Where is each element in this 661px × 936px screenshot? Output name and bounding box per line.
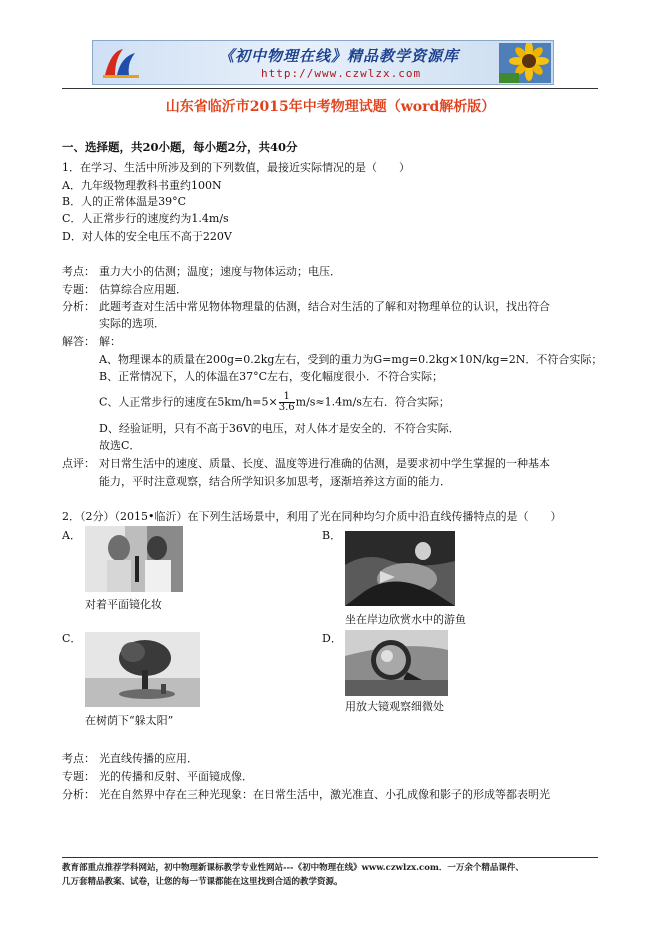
tree-shade-photo-icon [85, 632, 200, 707]
footer-line-1: 教育部重点推荐学科网站，初中物理新课标教学专业性网站---《初中物理在线》www.czwlzx.com．一万余个精品课件、 [62, 863, 524, 873]
banner-title: 《初中物理在线》精品教学资源库 [219, 47, 460, 65]
sunflower-icon [499, 43, 551, 83]
q1-fenxi-2: 实际的选项． [99, 317, 165, 330]
q2-zhuanti-label: 专题： [62, 770, 95, 783]
footer-line-2: 几万套精品教案、试卷，让您的每一节课都能在这里找到合适的教学资源。 [62, 877, 343, 887]
q2-option-c-photo [85, 632, 200, 707]
footer-rule [62, 857, 598, 858]
fraction-denominator: 3.6 [278, 402, 295, 413]
q2-option-d-letter: D． [322, 632, 342, 645]
q2-fenxi-label: 分析： [62, 788, 95, 801]
q2-option-c-letter: C． [62, 632, 82, 645]
header-banner [92, 40, 554, 85]
mirror-makeup-photo-icon [85, 526, 183, 592]
q1-solution-b: B、正常情况下，人的体温在37°C左右，变化幅度很小．不符合实际； [99, 370, 443, 383]
site-logo-icon [101, 45, 141, 81]
q1-fenxi-1: 此题考查对生活中常见物体物理量的估测，结合对生活的了解和对物理单位的认识，找出符合 [99, 300, 550, 313]
q2-option-d-caption: 用放大镜观察细微处 [345, 700, 444, 713]
q1-solution-c-post: m/s≈1.4m/s左右．符合实际； [295, 395, 450, 409]
q1-zhuanti: 估算综合应用题． [99, 283, 187, 296]
q2-option-a-letter: A． [62, 529, 81, 542]
q2-option-a-caption: 对着平面镜化妆 [85, 598, 162, 611]
q1-solution-c [99, 392, 450, 413]
q2-zhuanti: 光的传播和反射、平面镜成像． [99, 770, 253, 783]
q2-option-b-photo [345, 531, 455, 606]
q1-jieda-head: 解： [99, 335, 121, 348]
q2-kaodian: 光直线传播的应用． [99, 752, 198, 765]
q1-solution-d: D、经验证明，只有不高于36V的电压，对人体才是安全的．不符合实际． [99, 422, 460, 435]
q1-dianping-2: 能力，平时注意观察，结合所学知识多加思考，逐渐培养这方面的能力． [99, 475, 451, 488]
magnifier-photo-icon [345, 630, 448, 696]
q1-zhuanti-label: 专题： [62, 283, 95, 296]
q1-stem: 1．在学习、生活中所涉及到的下列数值，最接近实际情况的是（ ） [62, 161, 410, 174]
q2-option-b-letter: B． [322, 529, 342, 542]
q1-fenxi-label: 分析： [62, 300, 95, 313]
fraction-numerator: 1 [279, 392, 295, 403]
q2-option-b-caption: 坐在岸边欣赏水中的游鱼 [345, 613, 466, 626]
q1-kaodian: 重力大小的估测；温度；速度与物体运动；电压． [99, 265, 341, 278]
q1-jieda-label: 解答： [62, 335, 95, 348]
footer [62, 861, 602, 889]
q2-stem: 2．（2分）（2015•临沂）在下列生活场景中，利用了光在同种均匀介质中沿直线传播特点的是（ ） [62, 510, 562, 523]
document-title: 山东省临沂市2015年中考物理试题（word解析版） [165, 99, 496, 115]
q2-option-a-photo [85, 526, 183, 592]
q1-solution-c-pre: C、人正常步行的速度在5km/h=5× [99, 395, 278, 409]
section-heading: 一、选择题，共20小题，每小题2分，共40分 [62, 140, 298, 154]
q1-option-b: B．人的正常体温是39°C [62, 195, 186, 208]
q1-dianping-1: 对日常生活中的速度、质量、长度、温度等进行准确的估测，是要求初中学生掌握的一种基本 [99, 457, 550, 470]
banner-url: http://www.czwlzx.com [261, 67, 422, 80]
q2-option-d-photo [345, 630, 448, 696]
q1-kaodian-label: 考点： [62, 265, 95, 278]
fish-watching-photo-icon [345, 531, 455, 606]
q1-option-d: D．对人体的安全电压不高于220V [62, 230, 232, 243]
q1-option-a: A．九年级物理教科书重约100N [62, 179, 222, 192]
q1-option-c: C．人正常步行的速度约为1.4m/s [62, 212, 229, 225]
q1-dianping-label: 点评： [62, 457, 95, 470]
q2-kaodian-label: 考点： [62, 752, 95, 765]
header-rule [62, 88, 598, 89]
fraction [279, 392, 295, 413]
q1-solution-a: A、物理课本的质量在200g=0.2kg左右，受到的重力为G=mg=0.2kg×10N/kg=2N．不符合实际； [99, 353, 603, 366]
q2-option-c-caption: 在树荫下“躲太阳” [85, 714, 174, 727]
q2-fenxi-1: 光在自然界中存在三种光现象：在日常生活中，激光准直、小孔成像和影子的形成等都表明光 [99, 788, 550, 801]
q1-answer: 故选C． [99, 439, 141, 452]
